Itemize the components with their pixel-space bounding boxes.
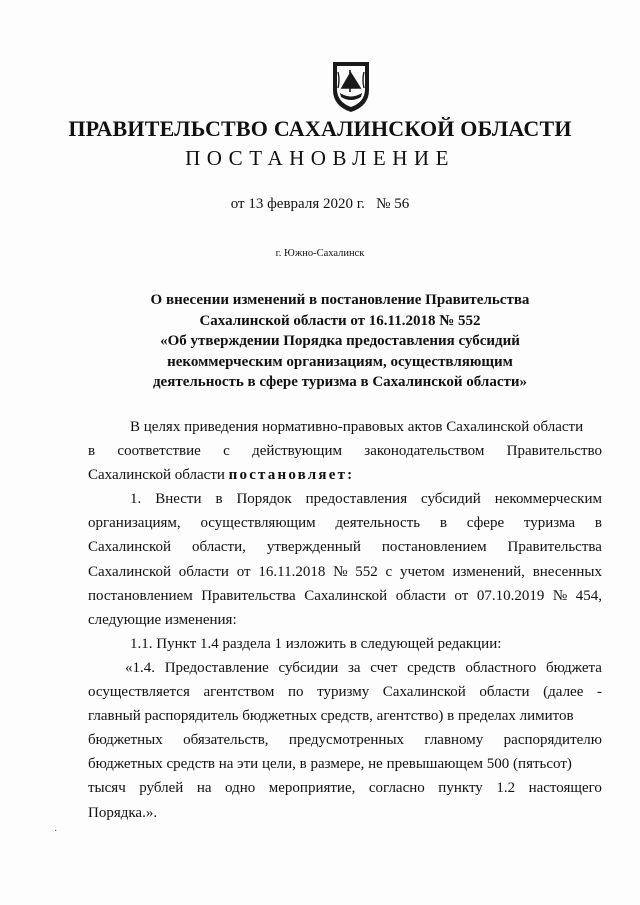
body-word: соответствие bbox=[117, 443, 201, 460]
body-word: туризма bbox=[523, 515, 576, 532]
body-word: областного bbox=[465, 659, 537, 676]
body-word: действующим bbox=[252, 443, 342, 460]
body-word: № bbox=[552, 587, 568, 604]
body-word: утвержденный bbox=[266, 539, 361, 556]
body-word: Правительства bbox=[507, 539, 602, 556]
subject-line: О внесении изменений в постановление Правительства bbox=[150, 292, 530, 308]
body-word: 454, bbox=[575, 587, 602, 604]
body-word: некоммерческим bbox=[494, 491, 602, 508]
resolution-keyword: постановляет: bbox=[228, 467, 355, 484]
body-line bbox=[88, 776, 602, 800]
body-word: одно bbox=[225, 780, 256, 797]
body-word: изменений, bbox=[452, 563, 525, 580]
body-word: законодательством bbox=[364, 443, 485, 460]
body-line: 1.1. Пункт 1.4 раздела 1 изложить в следующей редакции: bbox=[130, 635, 502, 652]
body-word: Правительство bbox=[506, 443, 602, 460]
body-word: бюджетных bbox=[88, 732, 163, 749]
subject-line: деятельность в сфере туризма в Сахалинской области» bbox=[152, 374, 528, 390]
body-word: в bbox=[439, 515, 447, 532]
body-word: в bbox=[594, 515, 602, 532]
body-word: обязательств, bbox=[183, 732, 269, 749]
document-body bbox=[88, 415, 602, 825]
body-word: в bbox=[88, 443, 96, 460]
body-line bbox=[88, 439, 602, 463]
body-word: от bbox=[454, 587, 469, 604]
body-word: счет bbox=[370, 659, 398, 676]
body-word: организациям, bbox=[88, 515, 181, 532]
subject-line: «Об утверждении Порядка предоставления субсидий bbox=[160, 333, 520, 349]
body-line bbox=[88, 487, 602, 511]
body-word: деятельность bbox=[335, 515, 421, 532]
body-line bbox=[88, 560, 602, 584]
body-line: следующие изменения: bbox=[88, 611, 237, 628]
body-word: Внести bbox=[155, 491, 202, 508]
subject-line: Сахалинской области от 16.11.2018 № 552 bbox=[199, 312, 481, 329]
body-word: учетом bbox=[399, 563, 445, 580]
document-place: г. Южно-Сахалинск bbox=[275, 248, 365, 259]
body-word: предоставления bbox=[305, 491, 408, 508]
body-word: 552 bbox=[355, 563, 378, 580]
body-word: Предоставление bbox=[164, 659, 269, 676]
government-title: ПРАВИТЕЛЬСТВО САХАЛИНСКОЙ ОБЛАСТИ bbox=[68, 116, 572, 141]
body-word: агентством bbox=[203, 684, 275, 701]
body-word: тысяч bbox=[88, 780, 126, 797]
body-word: на bbox=[196, 780, 212, 797]
body-word: 1.2 bbox=[496, 780, 516, 797]
body-word: (далее bbox=[543, 684, 584, 701]
coat-of-arms-icon bbox=[330, 60, 372, 114]
body-word: постановлением bbox=[88, 587, 193, 604]
body-word: по bbox=[287, 684, 304, 701]
body-line bbox=[88, 680, 602, 704]
body-word: внесенных bbox=[532, 563, 602, 580]
body-word: постановлением bbox=[381, 539, 487, 556]
body-word: настоящего bbox=[528, 780, 602, 797]
body-word: с bbox=[385, 563, 393, 580]
body-word: распорядителю bbox=[503, 732, 602, 749]
body-word: Порядок bbox=[236, 491, 292, 508]
body-word: пункту bbox=[438, 780, 483, 797]
body-word: за bbox=[347, 659, 361, 676]
body-word: - bbox=[596, 684, 602, 701]
body-word: рублей bbox=[139, 780, 184, 797]
body-line: бюджетных средств на эти цели, в размере, не превышающем 500 (пятьсот) bbox=[88, 756, 572, 773]
body-word: мероприятие, bbox=[268, 780, 356, 797]
body-word: средств bbox=[407, 659, 456, 676]
margin-mark: · bbox=[54, 826, 58, 837]
body-word: осуществляется bbox=[88, 684, 190, 701]
body-word: Сахалинской bbox=[88, 563, 172, 580]
body-word: 1. bbox=[130, 491, 142, 508]
body-word: согласно bbox=[368, 780, 425, 797]
body-line: В целях приведения нормативно-правовых актов Сахалинской области bbox=[130, 419, 584, 435]
body-line bbox=[88, 463, 602, 487]
body-word: Сахалинской bbox=[382, 684, 466, 701]
body-word: осуществляющим bbox=[200, 515, 316, 532]
body-word: туризму bbox=[317, 684, 370, 701]
body-line bbox=[88, 511, 602, 535]
body-line bbox=[88, 728, 602, 752]
body-word: области bbox=[479, 684, 530, 701]
body-word: области, bbox=[191, 539, 246, 556]
body-word: в bbox=[215, 491, 223, 508]
body-word: субсидии bbox=[278, 659, 339, 676]
body-word: с bbox=[223, 443, 230, 460]
body-word: области bbox=[395, 587, 446, 604]
body-word: сфере bbox=[466, 515, 505, 532]
body-word: Сахалинской bbox=[88, 539, 172, 556]
body-word: главному bbox=[424, 732, 484, 749]
body-word: бюджета bbox=[545, 659, 602, 676]
body-line: Порядка.». bbox=[88, 804, 158, 821]
body-word: № bbox=[333, 563, 348, 580]
subject-line: некоммерческим организациям, осуществляющим bbox=[167, 353, 513, 370]
body-word: предусмотренных bbox=[288, 732, 405, 749]
body-word: «1.4. bbox=[125, 659, 155, 676]
body-word: субсидий bbox=[421, 491, 481, 508]
body-word: Правительства bbox=[201, 587, 296, 604]
body-line bbox=[88, 584, 602, 608]
body-line bbox=[88, 535, 602, 559]
body-text: Сахалинской области bbox=[88, 467, 229, 484]
body-line bbox=[88, 656, 602, 680]
document-subject bbox=[100, 290, 580, 393]
body-word: Сахалинской bbox=[304, 587, 388, 604]
document-type: ПОСТАНОВЛЕНИЕ bbox=[185, 146, 455, 170]
body-word: области bbox=[178, 563, 229, 580]
document-date-number: от 13 февраля 2020 г. № 56 bbox=[230, 196, 410, 212]
body-line: главный распорядитель бюджетных средств, агентство) в пределах лимитов bbox=[88, 708, 574, 725]
body-word: от bbox=[236, 563, 251, 580]
body-word: 07.10.2019 bbox=[476, 587, 545, 604]
body-word: 16.11.2018 bbox=[258, 563, 326, 580]
